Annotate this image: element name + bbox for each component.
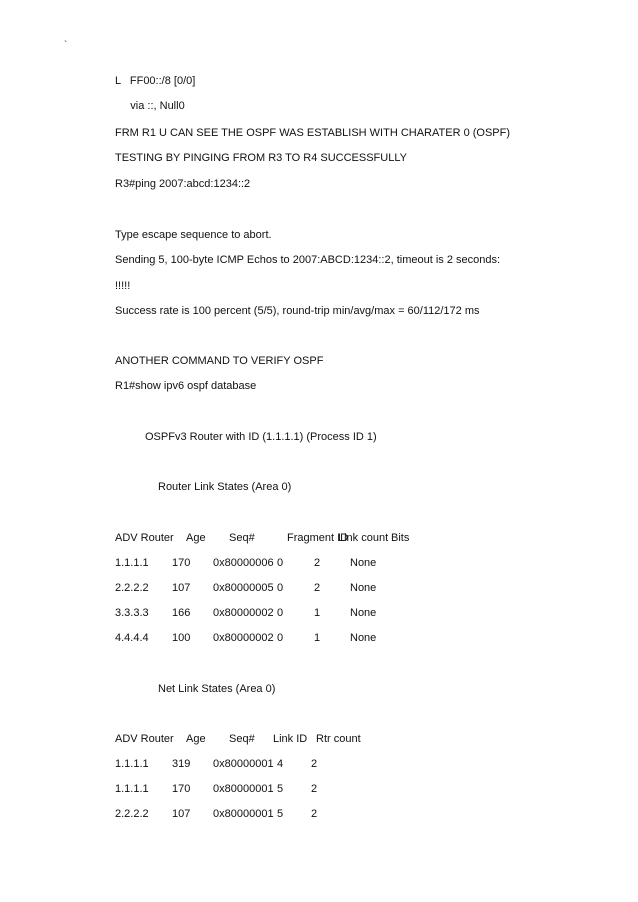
cell: 319 — [172, 758, 191, 770]
ping-command-line: R3#ping 2007:abcd:1234::2 — [115, 178, 251, 190]
cell: 107 — [172, 582, 191, 594]
cell: 1 — [314, 607, 321, 619]
cell: 0x80000001 — [213, 758, 274, 770]
cell: None — [350, 632, 377, 644]
cell: 2 — [314, 557, 321, 569]
cell: 5 — [277, 783, 284, 795]
verify-heading-line: ANOTHER COMMAND TO VERIFY OSPF — [115, 355, 324, 367]
net-link-states-heading: Net Link States (Area 0) — [158, 683, 276, 695]
cell: 170 — [172, 783, 191, 795]
escape-line: Type escape sequence to abort. — [115, 229, 272, 241]
route-entry-line: L FF00::/8 [0/0] — [115, 75, 196, 87]
router-id-line: OSPFv3 Router with ID (1.1.1.1) (Process ID 1) — [145, 431, 377, 443]
cell: 166 — [172, 607, 191, 619]
cell: 4.4.4.4 — [115, 632, 149, 644]
ping-result-marks: !!!!! — [115, 280, 131, 292]
col-fragment-id: Fragment ID — [287, 532, 349, 544]
route-via-line: via ::, Null0 — [115, 100, 185, 112]
corner-mark: ` — [64, 40, 68, 51]
success-rate-line: Success rate is 100 percent (5/5), round-trip min/avg/max = 60/112/172 ms — [115, 305, 480, 317]
sending-line: Sending 5, 100-byte ICMP Echos to 2007:ABCD:1234::2, timeout is 2 seconds: — [115, 254, 501, 266]
cell: 0x80000002 — [213, 607, 274, 619]
cell: 0 — [277, 632, 284, 644]
cell: 0 — [277, 557, 284, 569]
cell: 1.1.1.1 — [115, 758, 149, 770]
cell: None — [350, 607, 377, 619]
cell: 0x80000001 — [213, 808, 274, 820]
cell: 0x80000001 — [213, 783, 274, 795]
cell: None — [350, 557, 377, 569]
col-age: Age — [186, 532, 206, 544]
cell: 1.1.1.1 — [115, 783, 149, 795]
cell: 2.2.2.2 — [115, 582, 149, 594]
cell: 0x80000005 — [213, 582, 274, 594]
note-ping-line: TESTING BY PINGING FROM R3 TO R4 SUCCESSFULLY — [115, 152, 407, 164]
cell: 0 — [277, 582, 284, 594]
note-ospf-line: FRM R1 U CAN SEE THE OSPF WAS ESTABLISH WITH CHARATER 0 (OSPF) — [115, 127, 511, 139]
cell: 0 — [277, 607, 284, 619]
col-bits: Bits — [391, 532, 410, 544]
col-seq: Seq# — [229, 532, 255, 544]
cell: 2 — [311, 758, 318, 770]
col-seq: Seq# — [229, 733, 255, 745]
col-adv-router: ADV Router — [115, 733, 174, 745]
cell: 0x80000006 — [213, 557, 274, 569]
cell: 2 — [314, 582, 321, 594]
col-rtr-count: Rtr count — [316, 733, 361, 745]
cell: 2 — [311, 808, 318, 820]
cell: None — [350, 582, 377, 594]
show-command-line: R1#show ipv6 ospf database — [115, 380, 257, 392]
cell: 100 — [172, 632, 191, 644]
cell: 5 — [277, 808, 284, 820]
cell: 3.3.3.3 — [115, 607, 149, 619]
col-adv-router: ADV Router — [115, 532, 174, 544]
col-age: Age — [186, 733, 206, 745]
cell: 0x80000002 — [213, 632, 274, 644]
router-link-states-heading: Router Link States (Area 0) — [158, 481, 292, 493]
cell: 2.2.2.2 — [115, 808, 149, 820]
cell: 1.1.1.1 — [115, 557, 149, 569]
col-link-count: Link count — [338, 532, 389, 544]
col-link-id: Link ID — [273, 733, 308, 745]
cell: 107 — [172, 808, 191, 820]
cell: 1 — [314, 632, 321, 644]
cell: 4 — [277, 758, 284, 770]
cell: 170 — [172, 557, 191, 569]
cell: 2 — [311, 783, 318, 795]
